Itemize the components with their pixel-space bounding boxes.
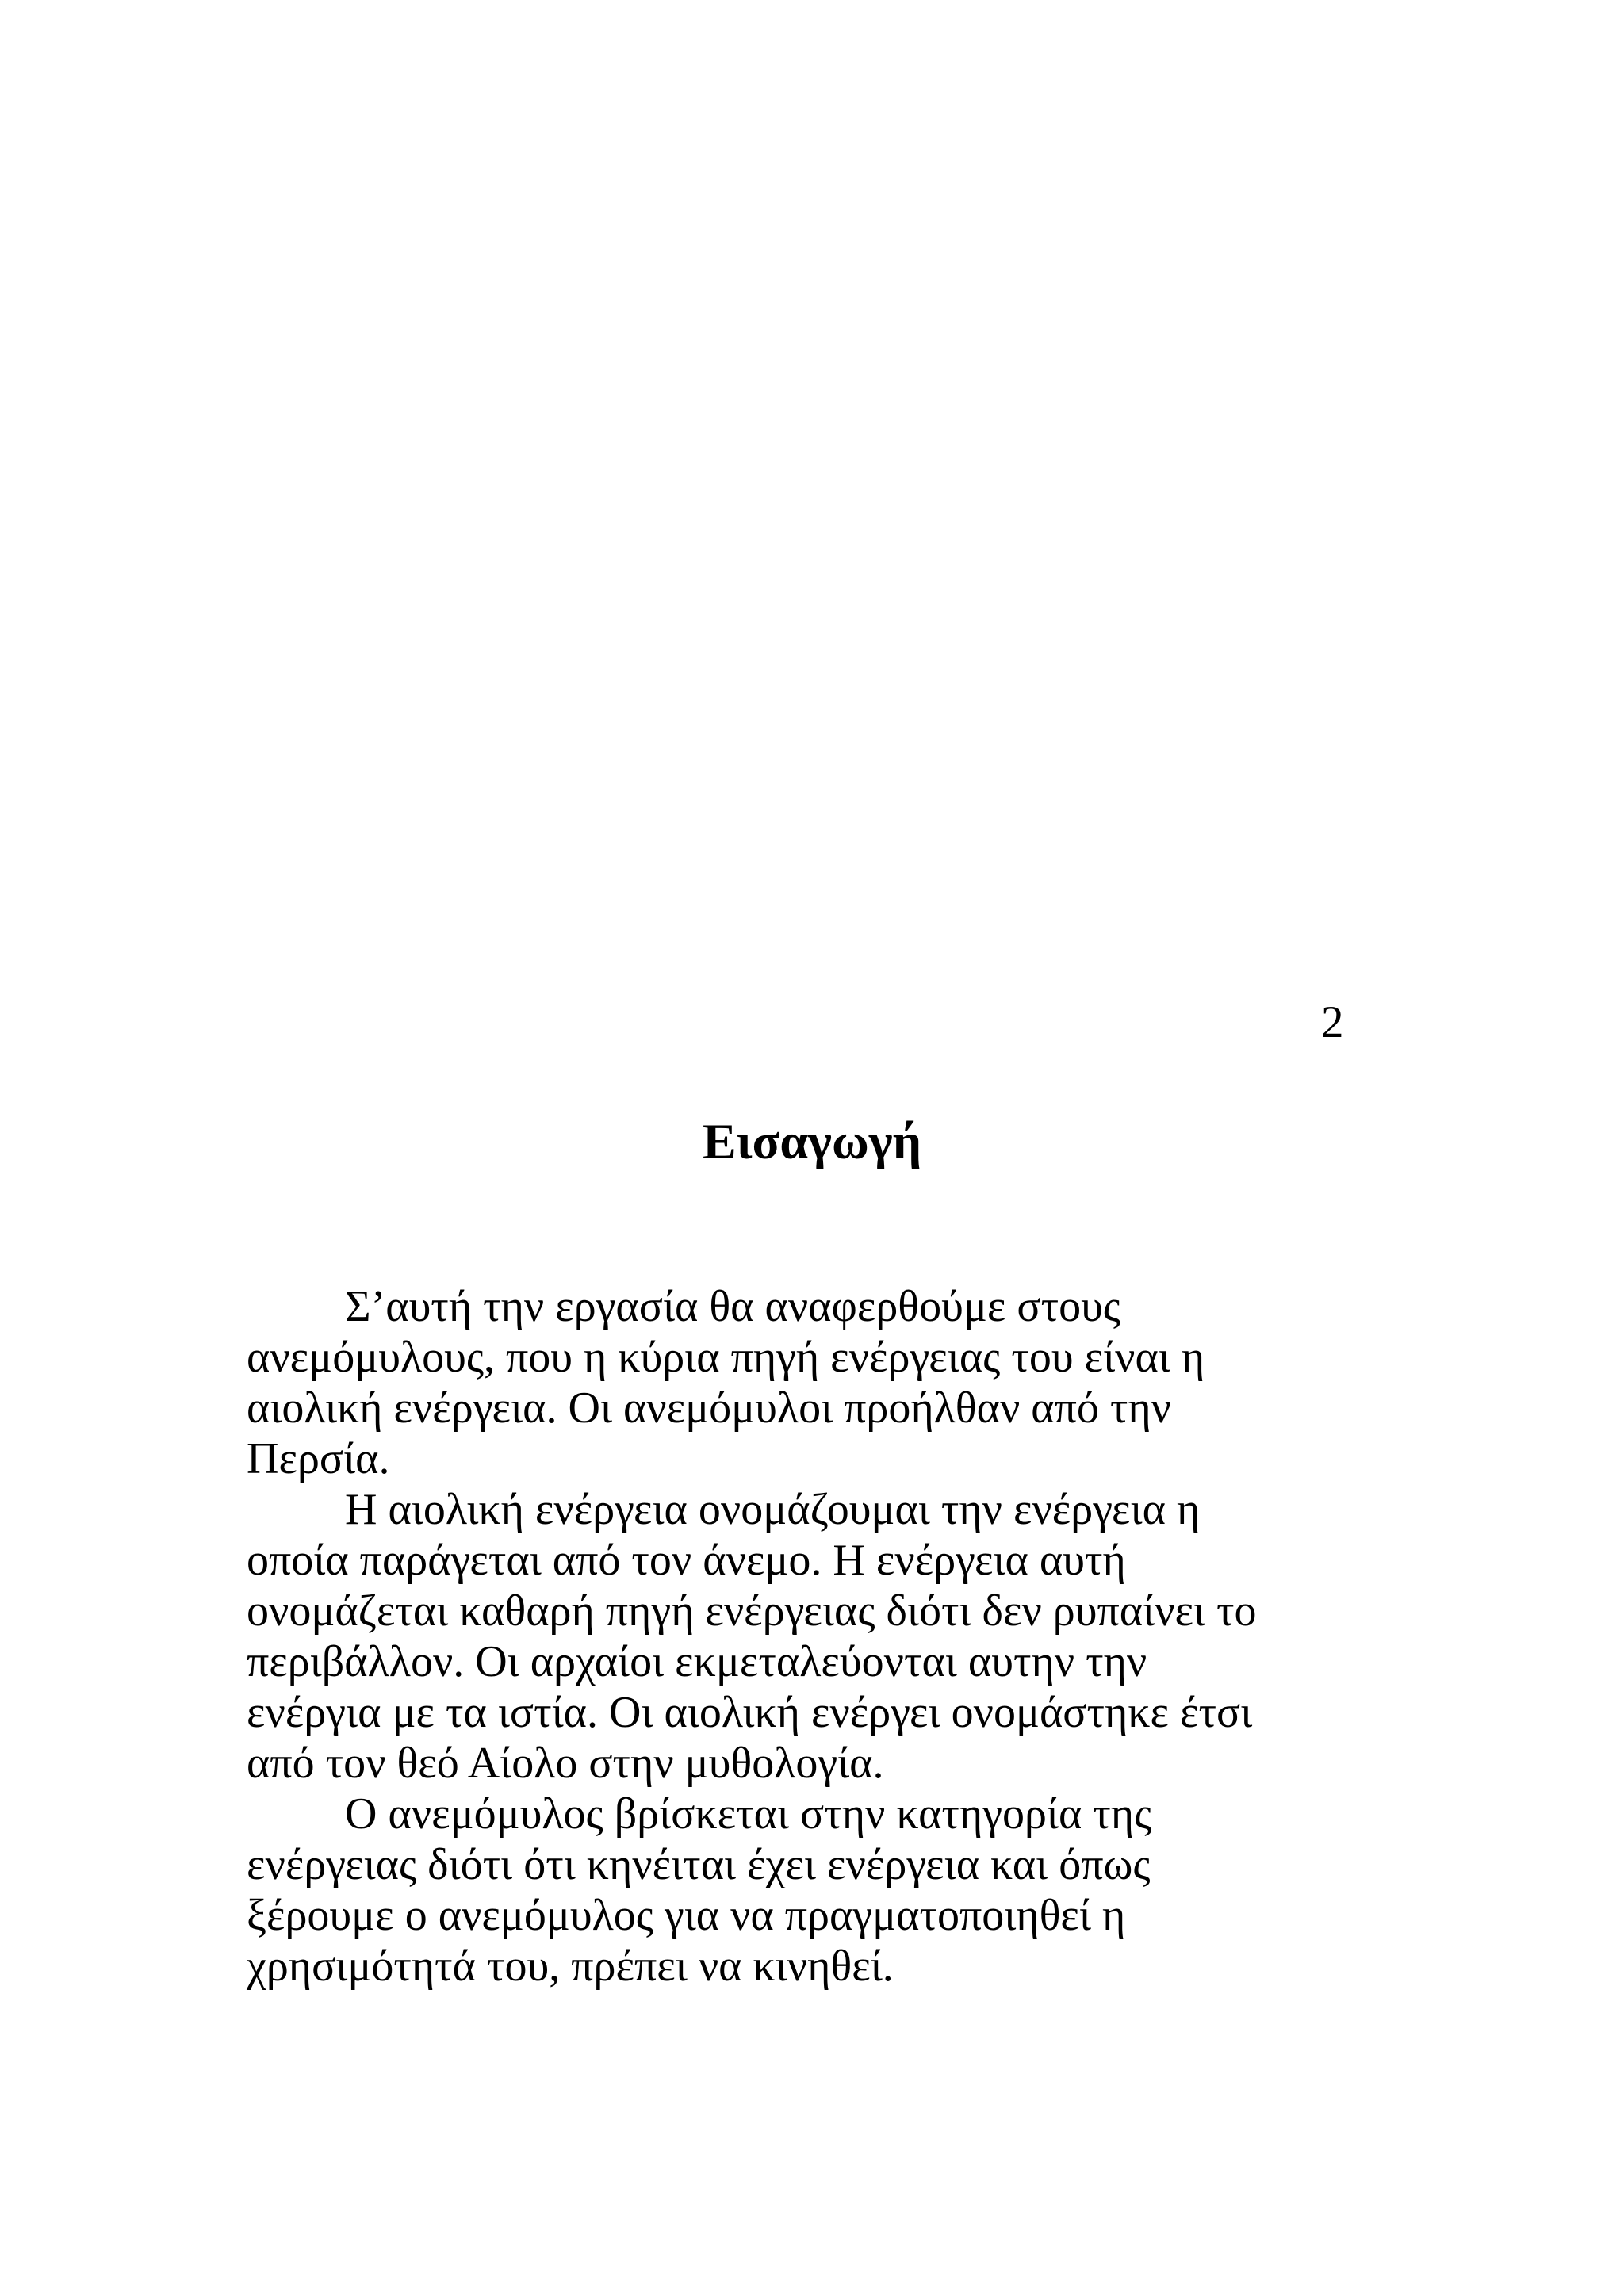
paragraph-line: αιολική ενέργεια. Οι ανεμόμυλοι προήλθαν από την (247, 1383, 1171, 1433)
paragraph-3 (247, 1789, 1381, 1992)
paragraph-line: από τον θεό Αίολο στην μυθολογία. (247, 1739, 884, 1788)
paragraph-line: ξέρουμε ο ανεμόμυλος για να πραγματοποιηθεί η (247, 1891, 1126, 1940)
paragraph-line: ονομάζεται καθαρή πηγή ενέργειας διότι δεν ρυπαίνει το (247, 1586, 1257, 1636)
paragraph-line: ενέργια με τα ιστία. Οι αιολική ενέργει ονομάστηκε έτσι (247, 1688, 1253, 1737)
paragraph-line: Περσία. (247, 1434, 390, 1483)
body-text (247, 1281, 1381, 1992)
paragraph-line: Ο ανεμόμυλος βρίσκεται στην κατηγορία της (345, 1789, 1152, 1839)
paragraph-line: ανεμόμυλους, που η κύρια πηγή ενέργειας του είναι η (247, 1333, 1205, 1382)
paragraph-line: χρησιμότητά του, πρέπει να κινηθεί. (247, 1942, 894, 1991)
paragraph-1 (247, 1281, 1381, 1484)
paragraph-2 (247, 1484, 1381, 1789)
paragraph-line: Σ’αυτή την εργασία θα αναφερθούμε στους (345, 1282, 1120, 1331)
paragraph-line: ενέργειας διότι ότι κηνέιται έχει ενέργεια και όπως (247, 1840, 1151, 1889)
paragraph-line: οποία παράγεται από τον άνεμο. Η ενέργεια αυτή (247, 1536, 1126, 1585)
paragraph-line: Η αιολική ενέργεια ονομάζουμαι την ενέργεια η (345, 1485, 1201, 1534)
page-heading: Εισαγωγή (702, 1113, 922, 1169)
paragraph-line: περιβάλλον. Οι αρχαίοι εκμεταλεύονται αυτην την (247, 1637, 1147, 1686)
page-number: 2 (1321, 997, 1344, 1047)
